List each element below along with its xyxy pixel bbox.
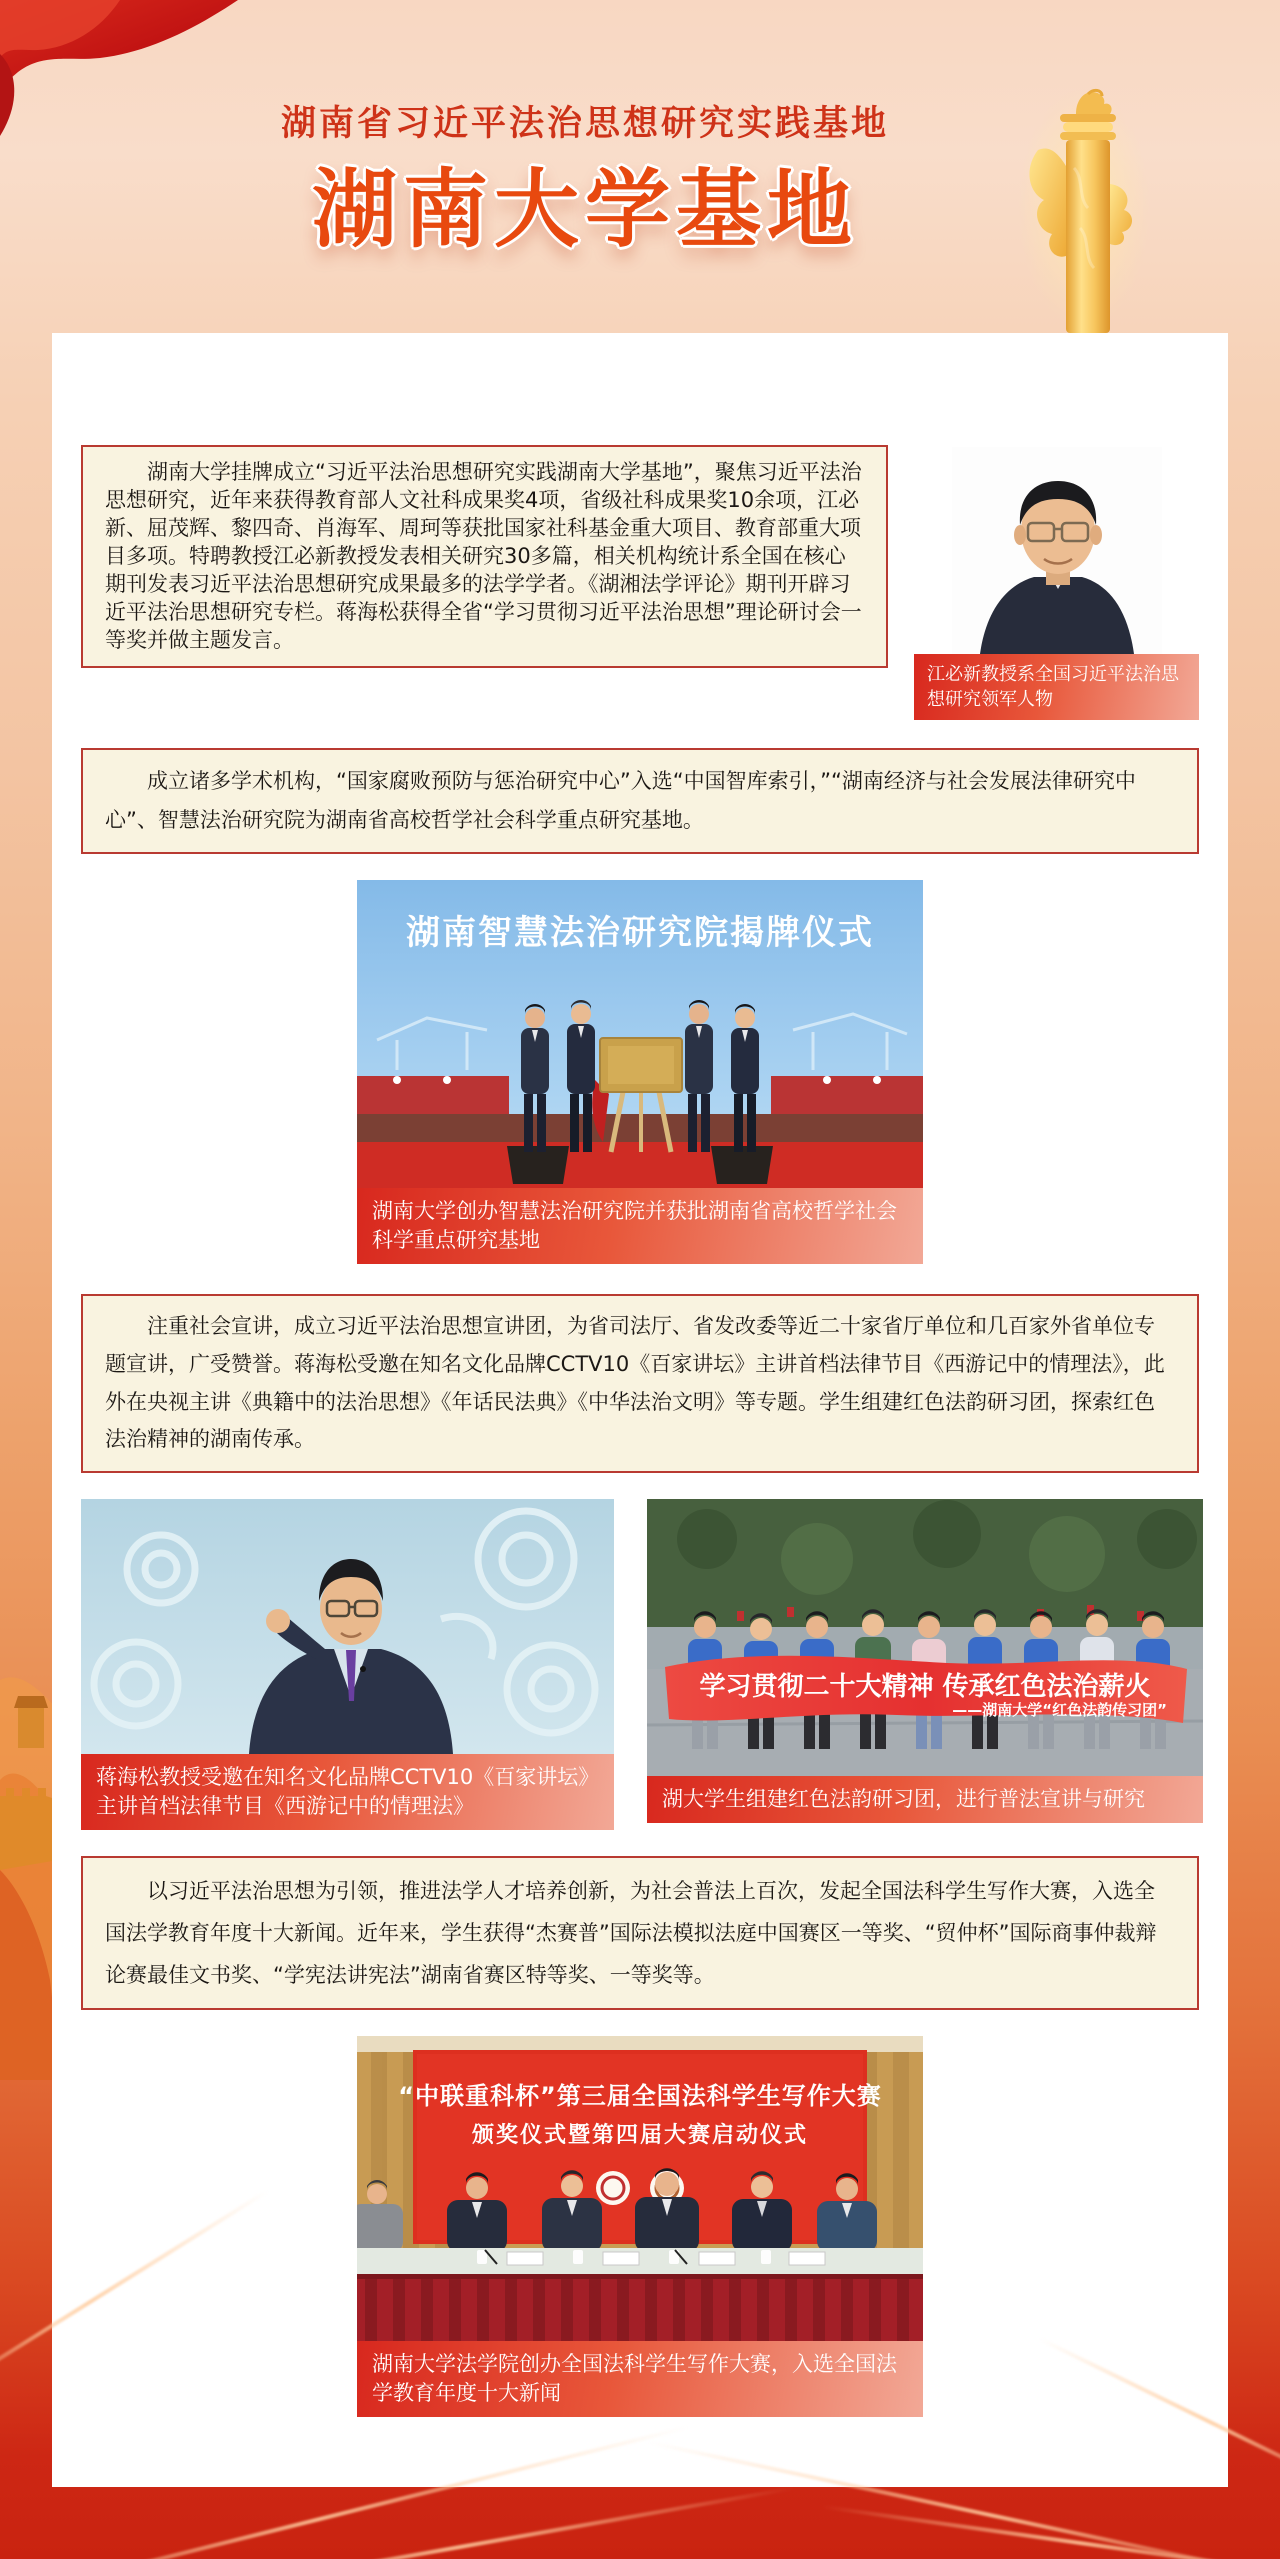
great-wall-decoration	[0, 1560, 58, 2080]
professor-figure	[914, 445, 1199, 720]
award-caption: 湖南大学法学院创办全国法科学生写作大赛，入选全国法学教育年度十大新闻	[357, 2341, 923, 2417]
intro-section	[81, 445, 1199, 720]
award-photo	[357, 2036, 923, 2341]
lecture-figure	[81, 1499, 614, 1830]
header-subtitle: 湖南省习近平法治思想研究实践基地	[280, 104, 889, 144]
award-backdrop-line2: 颁奖仪式暨第四届大赛启动仪式	[471, 2123, 809, 2149]
institutes-textbox	[81, 748, 1199, 854]
lecture-photo	[81, 1499, 614, 1754]
header	[0, 0, 1280, 333]
training-textbox	[81, 1856, 1199, 2010]
lecture-caption: 蒋海松教授受邀在知名文化品牌CCTV10《百家讲坛》主讲首档法律节目《西游记中的情理法》	[81, 1754, 614, 1830]
page-title: 湖南大学基地	[311, 161, 858, 260]
students-banner-line2: ——湖南大学“红色法韵传习团”	[952, 1701, 1167, 1720]
students-caption: 湖大学生组建红色法韵研习团，进行普法宣讲与研究	[647, 1776, 1203, 1823]
award-figure	[357, 2036, 923, 2417]
footer-band	[0, 2487, 1280, 2559]
outreach-textbox	[81, 1294, 1199, 1473]
photo-row	[81, 1499, 1199, 1830]
training-text: 以习近平法治思想为引领，推进法学人才培养创新，为社会普法上百次，发起全国法科学生写作大赛，入选全国法学教育年度十大新闻。近年来，学生获得“杰赛普”国际法模拟法庭中国赛区一等奖、“贸仲杯”国际商事仲裁辩论赛最佳文书奖、“学宪法讲宪法”湖南省赛区特等奖、一等奖等。	[105, 1879, 1157, 1988]
professor-photo	[952, 447, 1162, 654]
students-banner-line1: 学习贯彻二十大精神 传承红色法治薪火	[699, 1672, 1151, 1703]
ceremony-caption: 湖南大学创办智慧法治研究院并获批湖南省高校哲学社会科学重点研究基地	[357, 1188, 923, 1264]
professor-caption: 江必新教授系全国习近平法治思想研究领军人物	[914, 654, 1199, 720]
institutes-text: 成立诸多学术机构，“国家腐败预防与惩治研究中心”入选“中国智库索引，”“湖南经济与社会发展法律研究中心”、智慧法治研究院为湖南省高校哲学社会科学重点研究基地。	[105, 769, 1136, 833]
students-figure	[647, 1499, 1203, 1830]
intro-text: 湖南大学挂牌成立“习近平法治思想研究实践湖南大学基地”，聚焦习近平法治思想研究，近年来获得教育部人文社科成果奖4项，省级社科成果奖10余项，江必新、屈茂辉、黎四奇、肖海军、周珂等获批国家社科基金重大项目、教育部重大项目多项。特聘教授江必新教授发表相关研究30多篇，相关机构统计系全国在核心期刊发表习近平法治思想研究成果最多的法学学者。《湖湘法学评论》期刊开辟习近平法治思想研究专栏。蒋海松获得全省“学习贯彻习近平法治思想”理论研讨会一等奖并做主题发言。	[105, 460, 862, 652]
ceremony-screen-title: 湖南智慧法治研究院揭牌仪式	[406, 913, 874, 954]
students-photo	[647, 1499, 1203, 1776]
ceremony-photo	[357, 880, 923, 1188]
ceremony-figure	[357, 880, 923, 1264]
intro-textbox	[81, 445, 888, 668]
outreach-text: 注重社会宣讲，成立习近平法治思想宣讲团，为省司法厅、省发改委等近二十家省厅单位和几百家外省单位专题宣讲，广受赞誉。蒋海松受邀在知名文化品牌CCTV10《百家讲坛》主讲首档法律节目《西游记中的情理法》，此外在央视主讲《典籍中的法治思想》《年话民法典》《中华法治文明》等专题。学生组建红色法韵研习团，探索红色法治精神的湖南传承。	[105, 1314, 1165, 1452]
content-card	[52, 333, 1228, 2487]
award-backdrop-line1: “中联重科杯”第三届全国法科学生写作大赛	[398, 2082, 882, 2111]
